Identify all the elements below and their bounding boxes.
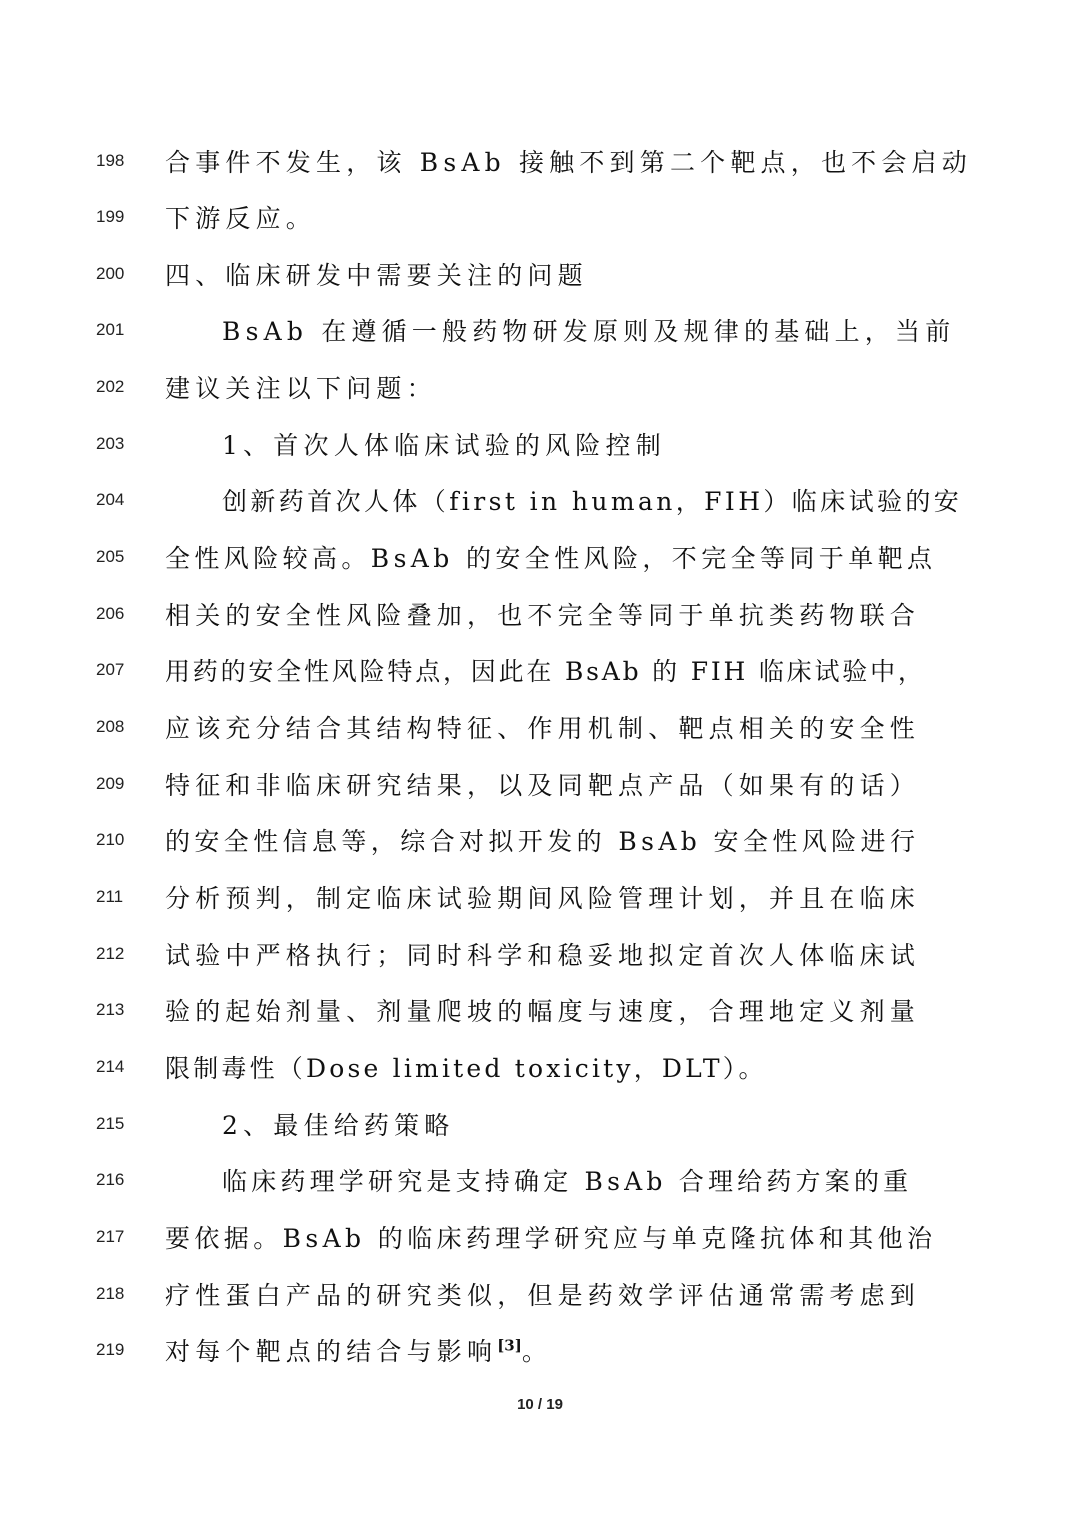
line-number: 210 xyxy=(96,830,125,849)
line-text: BsAb 在遵循一般药物研发原则及规律的基础上，当前 xyxy=(222,317,956,346)
line-number: 209 xyxy=(96,774,125,793)
line-number: 218 xyxy=(96,1284,125,1303)
line-text: 合事件不发生，该 BsAb 接触不到第二个靶点，也不会启动 xyxy=(165,148,972,177)
section-heading: 四、临床研发中需要关注的问题 xyxy=(165,261,588,290)
text-line xyxy=(0,189,1080,245)
line-text: 疗性蛋白产品的研究类似，但是药效学评估通常需考虑到 xyxy=(165,1281,921,1310)
text-line xyxy=(0,586,1080,642)
text-line xyxy=(0,1209,1080,1265)
line-number: 204 xyxy=(96,490,125,509)
line-text: 对每个靶点的结合与影响 xyxy=(165,1337,498,1366)
line-number: 203 xyxy=(96,434,125,453)
line-number: 207 xyxy=(96,660,125,679)
text-line xyxy=(0,133,1080,189)
line-number: 217 xyxy=(96,1227,125,1246)
text-line xyxy=(0,359,1080,415)
line-number: 199 xyxy=(96,207,125,226)
line-text: 要依据。BsAb 的临床药理学研究应与单克隆抗体和其他治 xyxy=(165,1224,937,1253)
line-text: 临床药理学研究是支持确定 BsAb 合理给药方案的重 xyxy=(222,1167,913,1196)
line-text-with-citation xyxy=(165,1332,552,1368)
line-number: 211 xyxy=(96,887,124,906)
line-number: 212 xyxy=(96,944,125,963)
page-number: 10 / 19 xyxy=(517,1396,563,1413)
line-number: 208 xyxy=(96,717,125,736)
text-line xyxy=(0,926,1080,982)
line-number: 202 xyxy=(96,377,125,396)
line-number: 219 xyxy=(96,1340,125,1359)
line-number: 214 xyxy=(96,1057,125,1076)
line-text: 全性风险较高。BsAb 的安全性风险，不完全等同于单靶点 xyxy=(165,544,937,573)
line-text: 创新药首次人体（first in human，FIH）临床试验的安 xyxy=(222,487,963,516)
line-text: 特征和非临床研究结果，以及同靶点产品（如果有的话） xyxy=(165,771,921,800)
text-line xyxy=(0,472,1080,528)
text-line xyxy=(0,1039,1080,1095)
text-line xyxy=(0,1152,1080,1208)
line-text: 建议关注以下问题： xyxy=(165,374,437,403)
text-line xyxy=(0,812,1080,868)
line-number: 201 xyxy=(96,320,125,339)
line-text-tail: 。 xyxy=(521,1337,553,1366)
line-number: 216 xyxy=(96,1170,125,1189)
text-line xyxy=(0,642,1080,698)
line-number: 206 xyxy=(96,604,125,623)
section-heading-line xyxy=(0,246,1080,302)
text-line xyxy=(0,869,1080,925)
line-text: 的安全性信息等，综合对拟开发的 BsAb 安全性风险进行 xyxy=(165,827,920,856)
line-text: 验的起始剂量、剂量爬坡的幅度与速度，合理地定义剂量 xyxy=(165,997,921,1026)
text-line xyxy=(0,982,1080,1038)
line-text: 用药的安全性风险特点，因此在 BsAb 的 FIH 临床试验中， xyxy=(165,657,926,686)
text-line xyxy=(0,699,1080,755)
text-line xyxy=(0,756,1080,812)
line-number: 200 xyxy=(96,264,125,283)
text-line xyxy=(0,529,1080,585)
line-number: 205 xyxy=(96,547,125,566)
text-line xyxy=(0,1266,1080,1322)
subsection-heading: 1、首次人体临床试验的风险控制 xyxy=(222,431,666,460)
subsection-heading-line xyxy=(0,1096,1080,1152)
text-line xyxy=(0,1322,1080,1378)
line-number: 215 xyxy=(96,1114,125,1133)
line-number: 198 xyxy=(96,151,125,170)
line-number: 213 xyxy=(96,1000,125,1019)
line-text: 限制毒性（Dose limited toxicity，DLT）。 xyxy=(165,1054,767,1083)
line-text: 应该充分结合其结构特征、作用机制、靶点相关的安全性 xyxy=(165,714,921,743)
citation-reference: [3] xyxy=(497,1336,522,1355)
line-text: 相关的安全性风险叠加，也不完全等同于单抗类药物联合 xyxy=(165,601,921,630)
subsection-heading: 2、最佳给药策略 xyxy=(222,1111,455,1140)
line-text: 试验中严格执行；同时科学和稳妥地拟定首次人体临床试 xyxy=(165,941,921,970)
text-line xyxy=(0,302,1080,358)
subsection-heading-line xyxy=(0,416,1080,472)
line-text: 分析预判，制定临床试验期间风险管理计划，并且在临床 xyxy=(165,884,921,913)
line-text: 下游反应。 xyxy=(165,204,317,233)
